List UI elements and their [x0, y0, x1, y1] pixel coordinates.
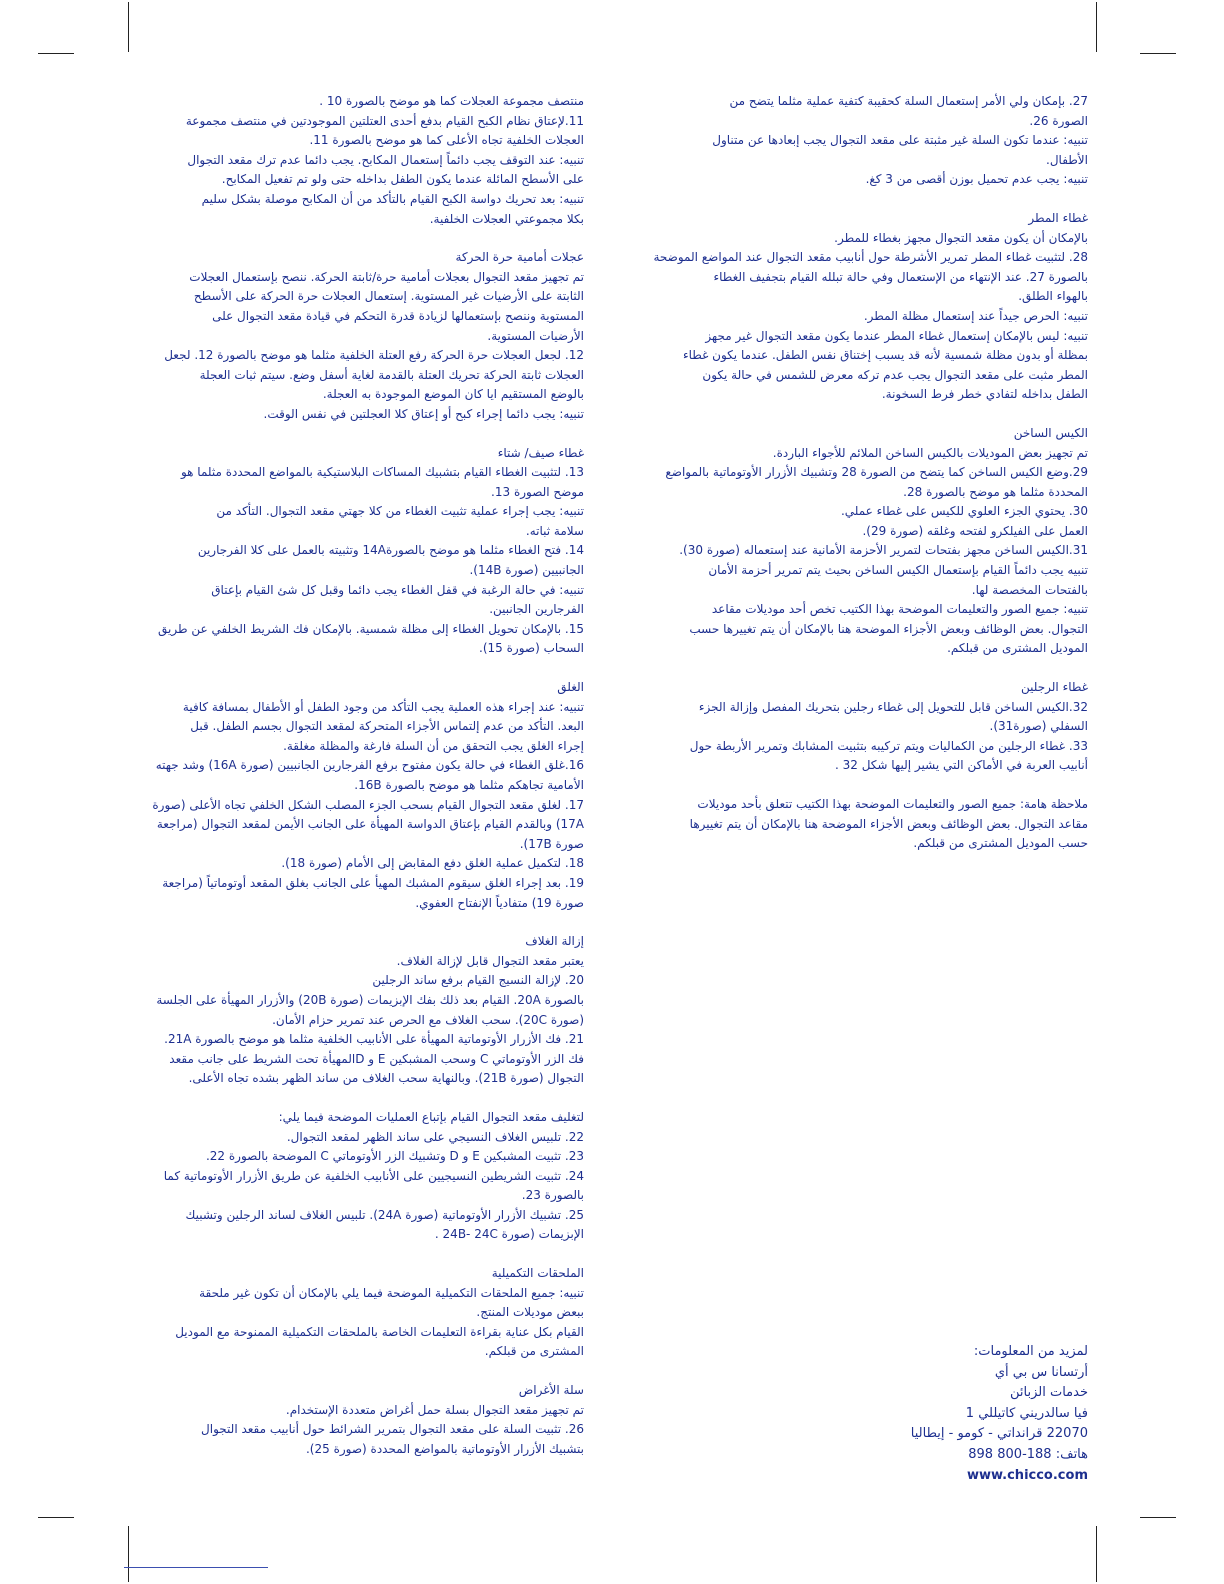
- text-line: بالصورة 20A. القيام بعد ذلك بفك الإبزيمات (صورة 20B) والأزرار المهيأة على الجلسة: [156, 992, 584, 1007]
- text-line: 25. تشبيك الأزرار الأوتوماتية (صورة 24A). تلبيس الغلاف لساند الرجلين وتشبيك: [185, 1207, 584, 1222]
- text-line: منتصف مجموعة العجلات كما هو موضح بالصورة 10 .: [319, 94, 584, 108]
- text-line: 27. بإمكان ولي الأمر إستعمال السلة كحقيبة كتفية عملية مثلما يتضح من: [729, 94, 1088, 108]
- text-line: تنبيه: الحرص جيداً عند إستعمال مظلة المطر.: [863, 308, 1088, 323]
- text-line: تنبيه: في حالة الرغبة في قفل الغطاء يجب دائما وقبل كل شئ القيام بإعتاق: [211, 582, 584, 597]
- text-line: أنابيب العربة في الأماكن التي يشير إليها شكل 32 .: [834, 758, 1088, 773]
- crop-mark: [128, 1526, 129, 1582]
- text-line: الموديل المشترى من قبلكم.: [947, 641, 1088, 656]
- text-line: 12. لجعل العجلات حرة الحركة رفع العتلة الخلفية مثلما هو موضح بالصورة 12. لجعل: [164, 348, 584, 363]
- text-line: 28. لتثبيت غطاء المطر تمرير الأشرطة حول أنابيب مقعد التجوال عند المواضع الموضحة: [653, 250, 1088, 265]
- left-text-column: [120, 92, 584, 1478]
- text-line: بالفتحات المخصصة لها.: [971, 582, 1088, 597]
- text-line: تم تجهيز بعض الموديلات بالكيس الساخن الملائم للأجواء الباردة.: [772, 445, 1088, 460]
- text-line: إجراء الغلق يجب التحقق من أن السلة فارغة والمظلة مغلقة.: [283, 738, 584, 753]
- text-line: بكلا مجموعتي العجلات الخلفية.: [429, 211, 584, 226]
- section: [628, 92, 1088, 190]
- text-line: 15. بالإمكان تحويل الغطاء إلى مظلة شمسية. بالإمكان فك الشريط الخلفي عن طريق: [158, 621, 584, 636]
- text-line: السفلي (صورة31).: [989, 719, 1088, 734]
- crop-mark: [1096, 2, 1097, 52]
- text-line: تنبيه: عندما تكون السلة غير مثبتة على مقعد التجوال يجب إبعادها عن متناول: [712, 133, 1088, 148]
- text-line: تنبيه: يجب دائما إجراء كبح أو إعتاق كلا العجلتين في نفس الوقت.: [263, 406, 584, 421]
- section: [628, 678, 1088, 776]
- text-line: ملاحظة هامة: جميع الصور والتعليمات الموضحة بهذا الكتيب تتعلق بأحد موديلات: [697, 797, 1088, 811]
- text-line: على الأسطح المائلة عندما يكون الطفل بداخله حتى ولو تم تفعيل المكابح.: [221, 172, 584, 187]
- text-line: تم تجهيز مقعد التجوال بسلة حمل أغراض متعددة الإستخدام.: [285, 1402, 584, 1417]
- text-line: الإبزيمات (صورة 24B- 24C .: [434, 1227, 584, 1242]
- section-heading: الغلق: [557, 680, 584, 695]
- text-line: 31.الكيس الساخن مجهز بفتحات لتمرير الأحزمة الأمانية عند إستعماله (صورة 30).: [679, 543, 1088, 558]
- text-line: 19. بعد إجراء الغلق سيقوم المشبك المهيأ على الجانب بغلق المقعد أوتوماتياً (مراجعة: [162, 875, 584, 890]
- text-line: الجانبيين (صورة 14B).: [469, 563, 584, 578]
- text-line: التجوال. بعض الوظائف وبعض الأجزاء الموضحة هنا بالإمكان أن يتم تغييرها حسب: [689, 621, 1088, 636]
- section: [120, 1381, 584, 1459]
- contact-street: فيا سالدريني كاتيللي 1: [965, 1405, 1088, 1421]
- text-line: سلامة ثباته.: [525, 523, 584, 538]
- contact-heading: لمزيد من المعلومات:: [973, 1344, 1088, 1359]
- section: [120, 932, 584, 1089]
- text-line: 17A) وبالقدم القيام بإعتاق الدواسة المهيأة على الجانب الأيمن لمقعد التجوال (مراجعة: [156, 817, 584, 832]
- text-line: المحددة مثلما هو موضح بالصورة 28.: [903, 484, 1088, 499]
- text-line: بالصورة 27. عند الإنتهاء من الإستعمال وفي حالة تبلله القيام بتجفيف الغطاء: [713, 269, 1088, 284]
- section-heading: غطاء صيف/ شتاء: [497, 445, 584, 460]
- text-line: المستوية وننصح بإستعمالها لزيادة قدرة التحكم في قيادة مقعد التجوال على: [212, 308, 584, 323]
- text-line: التجوال (صورة 21B). وبالنهاية سحب الغلاف من ساند الظهر بشده تجاه الأعلى.: [188, 1071, 584, 1086]
- text-line: فك الزر الأوتوماتي C وسحب المشبكين E و Dالمهيأة تحت الشريط على جانب مقعد: [169, 1051, 584, 1066]
- text-line: الفرجارين الجانبين.: [489, 602, 584, 617]
- section: [120, 248, 584, 424]
- text-line: المطر مثبت على مقعد التجوال يجب عدم تركه معرض للشمس في حالة يكون: [702, 367, 1088, 382]
- text-line: 21. فك الأزرار الأوتوماتية المهيأة على الأنابيب الخلفية مثلما هو موضح بالصورة 21A.: [164, 1032, 584, 1047]
- text-line: السحاب (صورة 15).: [479, 641, 584, 656]
- text-line: 30. يحتوي الجزء العلوي للكيس على غطاء عملي.: [840, 504, 1088, 519]
- text-line: تنبيه: عند التوقف يجب دائماً إستعمال المكابح. يجب دائما عدم ترك مقعد التجوال: [187, 152, 584, 167]
- text-line: الثابتة على الأرضيات غير المستوية. إستعمال العجلات حرة الحركة على الأسطح: [193, 289, 584, 304]
- text-line: ببعض موديلات المنتج.: [476, 1305, 584, 1320]
- text-line: 24. تثبيت الشريطين النسيجيين على الأنابيب الخلفية عن طريق الأزرار الأوتوماتية كما: [163, 1168, 584, 1183]
- text-line: الأمامية تجاهكم مثلما هو موضح بالصورة 16B.: [354, 778, 584, 792]
- section: [628, 795, 1088, 854]
- text-line: (صورة 20C). سحب الغلاف مع الحرص عند تمرير حزام الأمان.: [272, 1012, 584, 1027]
- text-line: تنبيه: جميع الملحقات التكميلية الموضحة فيما يلي بالإمكان أن تكون غير ملحقة: [199, 1285, 584, 1300]
- text-line: بتشبيك الأزرار الأوتوماتية بالمواضع المحددة (صورة 25).: [305, 1441, 584, 1456]
- text-line: صورة 17B).: [519, 836, 584, 851]
- section-heading: غطاء الرجلين: [1021, 680, 1088, 695]
- text-line: العجلات ثابتة الحركة تحريك العتلة بالقدمة لغاية أسفل وضع. سيتم ثبات العجلة: [199, 367, 584, 382]
- contact-city: 22070 قرانداتي - كومو - إيطاليا: [910, 1426, 1088, 1442]
- text-line: 29.وضع الكيس الساخن كما يتضح من الصورة 28 وتشبيك الأزرار الأوتوماتية بالمواضع: [665, 465, 1088, 480]
- text-line: تنبيه: يجب عدم تحميل بوزن أقصى من 3 كغ.: [865, 172, 1088, 187]
- text-line: البعد. التأكد من عدم إلتماس الأجزاء المتحركة لمقعد التجوال بجسم الطفل. قبل: [190, 719, 584, 734]
- text-line: 22. تلبيس الغلاف النسيجي على ساند الظهر لمقعد التجوال.: [286, 1129, 584, 1144]
- text-line: الأرضيات المستوية.: [487, 328, 584, 343]
- footer-rule: [124, 1567, 268, 1568]
- crop-mark: [1140, 53, 1176, 54]
- text-line: 32.الكيس الساخن قابل للتحويل إلى غطاء رجلين بتحريك المفصل وإزالة الجزء: [698, 699, 1088, 714]
- crop-mark: [1096, 1526, 1097, 1582]
- text-line: تنبيه يجب دائماً القيام بإستعمال الكيس الساخن بحيث يتم تمرير أحزمة الأمان: [708, 563, 1088, 578]
- text-line: 33. غطاء الرجلين من الكماليات ويتم تركيبه بتثبيت المشابك وتمرير الأربطة حول: [689, 738, 1088, 753]
- text-line: بمظلة أو بدون مظلة شمسية لأنه قد يسبب إختناق نفس الطفل. عندما يكون غطاء: [682, 348, 1088, 363]
- section-heading: غطاء المطر: [1028, 210, 1088, 225]
- section: [628, 209, 1088, 405]
- contact-service: خدمات الزبائن: [1010, 1385, 1088, 1401]
- section: [120, 444, 584, 660]
- section-heading: الملحقات التكميلية: [491, 1266, 584, 1281]
- section: [628, 424, 1088, 659]
- text-line: بالوضع المستقيم ايا كان الموضع الموجودة به العجلة.: [322, 387, 584, 402]
- text-line: تنبيه: يجب إجراء عملية تثبيت الغطاء من كلا جهتي مقعد التجوال. التأكد من: [216, 504, 584, 519]
- text-line: القيام بكل عناية بقراءة التعليمات الخاصة بالملحقات التكميلية الممنوحة مع الموديل: [175, 1324, 584, 1339]
- text-line: تم تجهيز مقعد التجوال بعجلات أمامية حرة/ثابتة الحركة. ننصح بإستعمال العجلات: [189, 269, 584, 284]
- text-line: 23. تثبيت المشبكين E و D وتشبيك الزر الأوتوماتي C الموضحة بالصورة 22.: [205, 1149, 584, 1164]
- text-line: 17. لغلق مقعد التجوال القيام بسحب الجزء المصلب الشكل الخلفي تجاه الأعلى (صورة: [152, 797, 584, 812]
- crop-mark: [128, 2, 129, 52]
- text-line: 16.غلق الغطاء في حالة يكون مفتوح برفع الفرجارين الجانبيين (صورة 16A) وشد جهته: [155, 758, 584, 773]
- right-text-column: [628, 92, 1088, 873]
- crop-mark: [38, 53, 74, 54]
- text-line: 20. لإزالة النسيج القيام برفع ساند الرجلين: [372, 973, 584, 988]
- text-line: 18. لتكميل عملية الغلق دفع المقابض إلى الأمام (صورة 18).: [281, 856, 584, 871]
- contact-company: أرتسانا س بي أي: [994, 1364, 1088, 1380]
- section-heading: الكيس الساخن: [1013, 425, 1088, 440]
- text-line: الطفل بداخله لتفادي خطر فرط السخونة.: [881, 387, 1088, 402]
- text-line: 14. فتح الغطاء مثلما هو موضح بالصورة14A وتثبيته بالعمل على كلا الفرجارين: [197, 543, 584, 558]
- text-line: الأطفال.: [1046, 152, 1088, 167]
- text-line: المشترى من قبلكم.: [484, 1344, 584, 1359]
- section: [120, 1108, 584, 1245]
- section-heading: سلة الأغراض: [518, 1383, 584, 1398]
- text-line: 11.لإعتاق نظام الكبح القيام بدفع أحدى العتلتين الموجودتين في منتصف مجموعة: [185, 113, 584, 128]
- text-line: لتغليف مقعد التجوال القيام بإتباع العمليات الموضحة فيما يلي:: [278, 1109, 584, 1124]
- section-heading: عجلات أمامية حرة الحركة: [455, 250, 584, 265]
- section: [120, 1264, 584, 1362]
- text-line: بالإمكان أن يكون مقعد التجوال مجهز بغطاء للمطر.: [834, 230, 1088, 245]
- text-line: تنبيه: عند إجراء هذه العملية يجب التأكد من وجود الطفل أو الأطفال بمسافة كافية: [182, 699, 584, 714]
- text-line: تنبيه: بعد تحريك دواسة الكبح القيام بالتأكد من أن المكابح موصلة بشكل سليم: [201, 191, 584, 206]
- text-line: الصورة 26.: [1029, 113, 1088, 128]
- text-line: بالصورة 23.: [521, 1188, 584, 1203]
- text-line: العجلات الخلفية تجاه الأعلى كما هو موضح بالصورة 11.: [309, 133, 584, 148]
- contact-website: www.chicco.com: [966, 1467, 1088, 1483]
- section: [120, 92, 584, 229]
- text-line: تنبيه: جميع الصور والتعليمات الموضحة بهذا الكتيب تخص أحد موديلات مقاعد: [711, 602, 1088, 617]
- text-line: تنبيه: ليس بالإمكان إستعمال غطاء المطر عندما يكون مقعد التجوال غير مجهز: [705, 328, 1088, 343]
- text-line: حسب الموديل المشترى من قبلكم.: [913, 836, 1088, 851]
- contact-block: [868, 1342, 1088, 1486]
- text-line: بالهواء الطلق.: [1018, 289, 1088, 304]
- text-line: العمل على الفيلكرو لفتحه وغلقه (صورة 29).: [862, 523, 1088, 538]
- contact-phone: هاتف: 188-800 898: [968, 1446, 1088, 1462]
- section: [120, 678, 584, 913]
- text-line: مقاعد التجوال. بعض الوظائف وبعض الأجزاء الموضحة هنا بالإمكان أن يتم تغييرها: [689, 816, 1088, 831]
- text-line: 26. تثبيت السلة على مقعد التجوال بتمرير الشرائط حول أنابيب مقعد التجوال: [201, 1422, 584, 1437]
- crop-mark: [38, 1517, 74, 1518]
- section-heading: إزالة الغلاف: [525, 934, 584, 949]
- text-line: صورة 19) متفادياً الإنفتاح العفوي.: [415, 895, 584, 910]
- crop-mark: [1140, 1517, 1176, 1518]
- text-line: يعتبر مقعد التجوال قابل لإزالة الغلاف.: [396, 953, 584, 968]
- text-line: موضح الصورة 13.: [491, 484, 584, 499]
- text-line: 13. لتثبيت الغطاء القيام بتشبيك المساكات البلاستيكية بالمواضع المحددة مثلما هو: [180, 465, 584, 480]
